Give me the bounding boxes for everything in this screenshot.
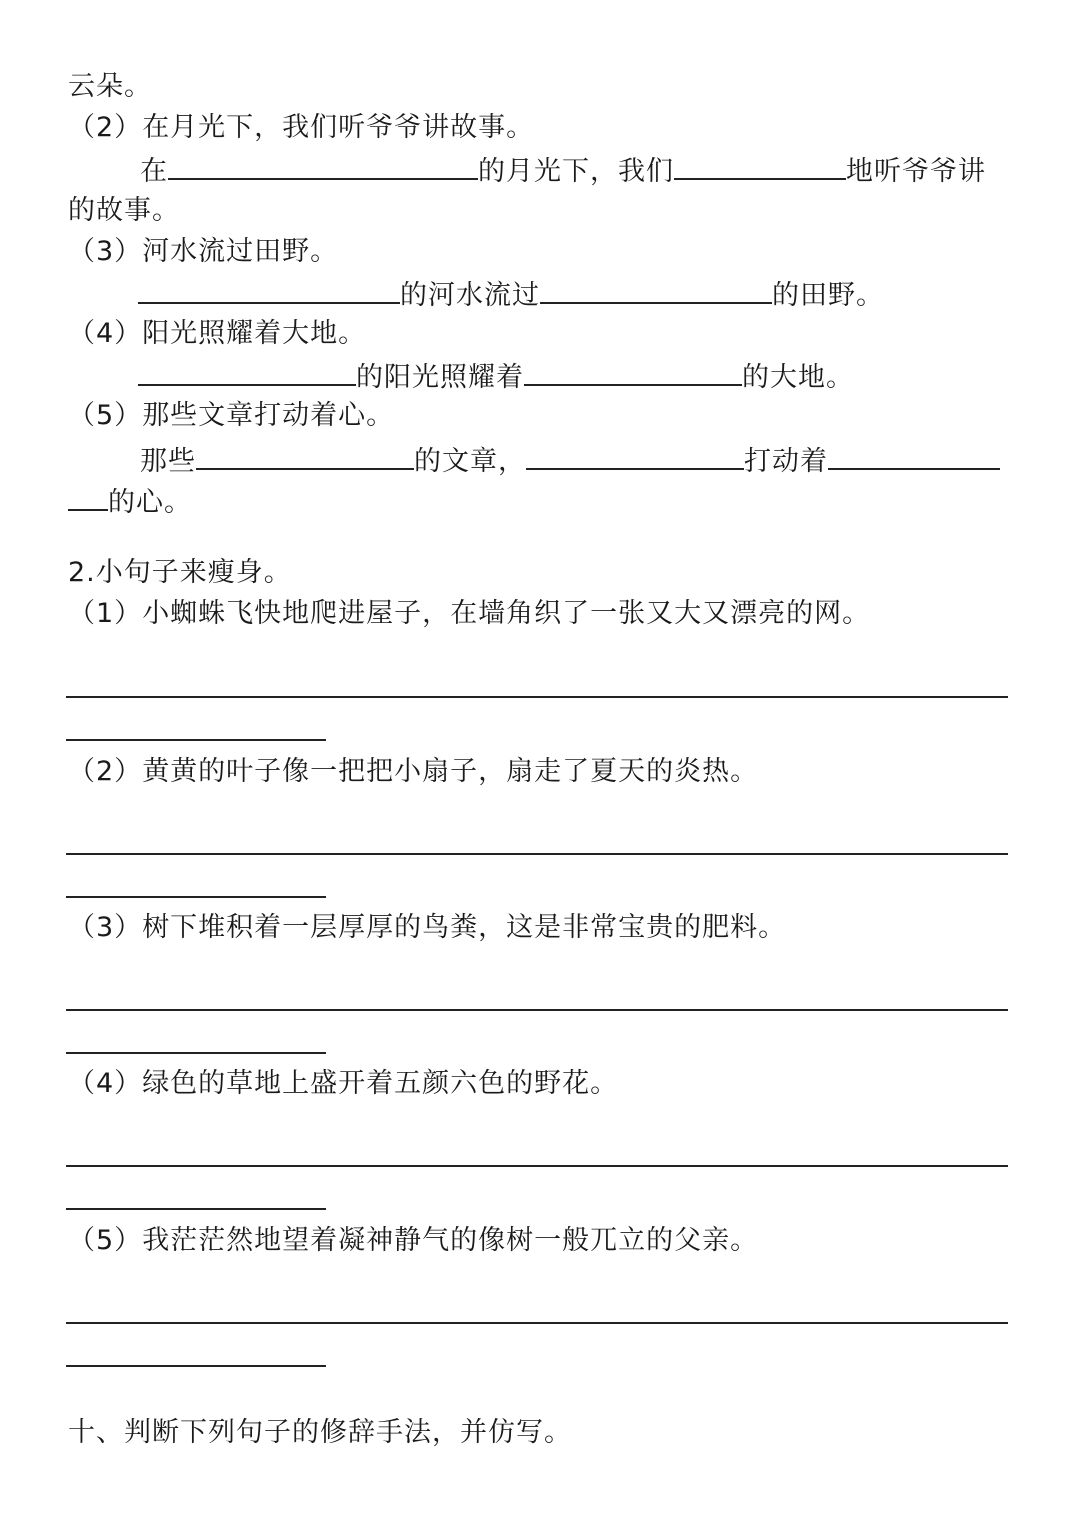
item-number: （4） bbox=[68, 318, 143, 349]
item-5-prompt bbox=[68, 399, 394, 433]
item-5-fill-line bbox=[140, 442, 1000, 479]
fill-blank[interactable] bbox=[828, 442, 1000, 470]
item-2-fill-tail bbox=[68, 194, 180, 228]
fill-text: 的心。 bbox=[108, 487, 192, 518]
fill-text: 的大地。 bbox=[742, 362, 854, 393]
item-number: （2） bbox=[68, 112, 143, 143]
sentence-2 bbox=[68, 755, 758, 789]
item-prompt-text: 河水流过田野。 bbox=[142, 236, 339, 267]
fill-text: 的月光下，我们 bbox=[478, 156, 674, 187]
item-4-fill-line bbox=[138, 358, 854, 395]
item-number: （5） bbox=[68, 400, 143, 431]
fill-blank[interactable] bbox=[138, 276, 400, 304]
item-4-prompt bbox=[68, 317, 366, 351]
section-heading-rhetoric bbox=[68, 1416, 572, 1450]
answer-line[interactable] bbox=[66, 1165, 1008, 1167]
fill-blank[interactable] bbox=[540, 276, 772, 304]
continued-tail: 云朵。 bbox=[68, 71, 152, 102]
fill-blank[interactable] bbox=[526, 442, 744, 470]
fill-text: 那些 bbox=[140, 446, 196, 477]
fill-text: 的故事。 bbox=[68, 195, 180, 226]
section-heading-text: 十、判断下列句子的修辞手法，并仿写。 bbox=[68, 1417, 572, 1448]
fill-text: 打动着 bbox=[744, 446, 828, 477]
sentence-text: 小蜘蛛飞快地爬进屋子，在墙角织了一张又大又漂亮的网。 bbox=[142, 598, 871, 629]
item-number: （2） bbox=[68, 756, 143, 787]
answer-line[interactable] bbox=[66, 853, 1008, 855]
fill-blank[interactable] bbox=[196, 442, 414, 470]
item-3-prompt bbox=[68, 235, 338, 269]
item-2-prompt bbox=[68, 111, 534, 145]
sentence-4 bbox=[68, 1067, 618, 1101]
item-prompt-text: 那些文章打动着心。 bbox=[142, 400, 395, 431]
fill-text: 的河水流过 bbox=[400, 280, 540, 311]
fill-text: 的阳光照耀着 bbox=[356, 362, 524, 393]
answer-line[interactable] bbox=[66, 739, 326, 741]
fill-blank[interactable] bbox=[168, 152, 478, 180]
item-number: （3） bbox=[68, 912, 143, 943]
sentence-3 bbox=[68, 911, 786, 945]
fill-blank[interactable] bbox=[138, 358, 356, 386]
fill-text: 在 bbox=[140, 156, 168, 187]
item-number: （3） bbox=[68, 236, 143, 267]
fill-text: 的文章， bbox=[414, 446, 526, 477]
fill-blank[interactable] bbox=[68, 483, 108, 511]
item-number: （1） bbox=[68, 598, 143, 629]
section-heading-text: 2.小句子来瘦身。 bbox=[68, 557, 292, 588]
answer-line[interactable] bbox=[66, 896, 326, 898]
item-5-fill-tail bbox=[68, 483, 192, 520]
item-number: （4） bbox=[68, 1068, 143, 1099]
item-3-fill-line bbox=[138, 276, 884, 313]
section-heading-shorten bbox=[68, 556, 292, 590]
sentence-text: 我茫茫然地望着凝神静气的像树一般兀立的父亲。 bbox=[142, 1225, 759, 1256]
answer-line[interactable] bbox=[66, 1365, 326, 1367]
fill-text: 的田野。 bbox=[772, 280, 884, 311]
fill-blank[interactable] bbox=[524, 358, 742, 386]
continued-text bbox=[68, 70, 152, 104]
sentence-1 bbox=[68, 597, 870, 631]
answer-line[interactable] bbox=[66, 1009, 1008, 1011]
answer-line[interactable] bbox=[66, 696, 1008, 698]
sentence-text: 树下堆积着一层厚厚的鸟粪，这是非常宝贵的肥料。 bbox=[142, 912, 787, 943]
fill-text: 地听爷爷讲 bbox=[846, 156, 986, 187]
answer-line[interactable] bbox=[66, 1322, 1008, 1324]
sentence-5 bbox=[68, 1224, 758, 1258]
answer-line[interactable] bbox=[66, 1052, 326, 1054]
sentence-text: 黄黄的叶子像一把把小扇子，扇走了夏天的炎热。 bbox=[142, 756, 759, 787]
fill-blank[interactable] bbox=[674, 152, 846, 180]
item-number: （5） bbox=[68, 1225, 143, 1256]
item-2-fill-line bbox=[140, 152, 986, 189]
item-prompt-text: 在月光下，我们听爷爷讲故事。 bbox=[142, 112, 535, 143]
item-prompt-text: 阳光照耀着大地。 bbox=[142, 318, 367, 349]
sentence-text: 绿色的草地上盛开着五颜六色的野花。 bbox=[142, 1068, 619, 1099]
answer-line[interactable] bbox=[66, 1208, 326, 1210]
